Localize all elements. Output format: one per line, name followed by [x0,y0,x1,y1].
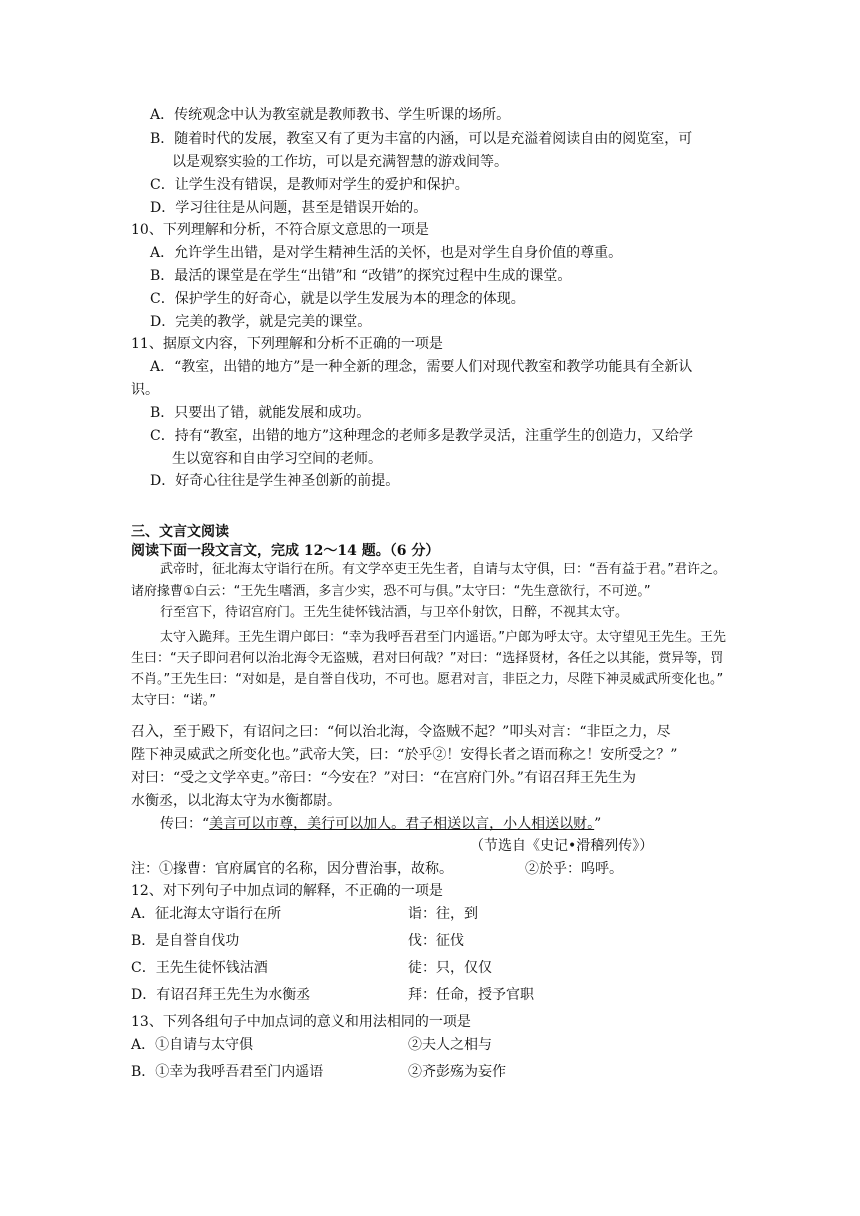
q11-option-c-line1: C．持有“教室，出错的地方”这种理念的老师多是教学灵活，注重学生的创造力，又给学 [150,428,694,444]
q13-stem: 13、下列各组句子中加点词的意义和用法相同的一项是 [131,1014,471,1030]
q13-row-a-right: ②夫人之相与 [408,1037,492,1053]
section-instruction: 阅读下面一段文言文，完成 12～14 题。（6 分） [131,543,440,559]
quote-prefix: 传曰：“ [160,816,210,832]
q12-row-b-sentence: B．是自誉自伐功 [131,933,240,949]
q10-option-c: C．保护学生的好奇心，就是以学生发展为本的理念的体现。 [150,291,525,307]
passage-para-4-line4: 太守曰：“诺。” [131,693,216,708]
q11-option-c-line2: 生以宽容和自由学习空间的老师。 [172,451,382,467]
q12-row-c-gloss: 徒：只，仅仅 [408,960,492,976]
q12-row-b-gloss: 伐：征伐 [408,933,464,949]
q10-option-b: B．最活的课堂是在学生“出错”和 “改错”的探究过程中生成的课堂。 [150,268,572,284]
passage-para-5-line4: 水衡丞，以北海太守为水衡都尉。 [131,793,341,809]
passage-para-4-line2: 生曰：“天子即问君何以治北海令无盗贼，君对曰何哉？”对曰：“选择贤材，各任之以其能，赏异等，罚 [131,651,724,666]
footnote-2: ②於乎：呜呼。 [525,861,623,877]
q13-row-a-left: A．①自请与太守俱 [131,1037,254,1053]
q11-option-a-line2: 识。 [131,382,159,398]
passage-para-4-line1: 太守入跪拜。王先生谓户郎曰：“幸为我呼吾君至门内遥语。”户郎为呼太守。太守望见王先生。王先 [160,630,726,645]
q9-option-a: A．传统观念中认为教室就是教师教书、学生听课的场所。 [150,107,511,123]
section-title: 三、文言文阅读 [131,524,229,540]
q12-row-a-sentence: A．征北海太守诣行在所 [131,906,282,922]
passage-para-4-line3: 不肖。”王先生曰：“对如是，是自誉自伐功，不可也。愿君对言，非臣之力，尽陛下神灵威武所变化也。” [131,672,724,687]
passage-quote-line [160,813,601,835]
q12-row-d-gloss: 拜：任命，授予官职 [408,987,534,1003]
passage-para-2: 诸府掾曹①白云：“王先生嗜酒，多言少实，恐不可与俱。”太守曰：“先生意欲行，不可逆。” [131,584,651,599]
q11-option-d: D．好奇心往往是学生神圣创新的前提。 [150,473,400,489]
underlined-quote: 美言可以市尊，美行可以加人。君子相送以言，小人相送以财。 [209,816,595,832]
q11-option-b: B．只要出了错，就能发展和成功。 [150,405,371,421]
q10-option-d: D．完美的教学，就是完美的课堂。 [150,314,372,330]
q9-option-c: C．让学生没有错误，是教师对学生的爱护和保护。 [150,177,469,193]
passage-para-5-line1: 召入，至于殿下，有诏问之曰：“何以治北海，令盗贼不起？”叩头对言：“非臣之力，尽 [131,724,671,740]
q12-row-a-gloss: 诣：往，到 [408,906,478,922]
q13-row-b-left: B．①幸为我呼吾君至门内遥语 [131,1064,324,1080]
passage-source: （节选自《史记•滑稽列传》） [470,838,654,854]
footnote-1: 注：①掾曹：官府属官的名称，因分曹治事，故称。 [131,861,453,877]
q9-option-b-line2: 以是观察实验的工作坊，可以是充满智慧的游戏间等。 [172,154,508,170]
q11-option-a-line1: A．“教室，出错的地方”是一种全新的理念，需要人们对现代教室和教学功能具有全新认 [150,359,693,375]
quote-suffix: ” [594,816,602,832]
passage-para-5-line3: 对曰：“受之文学卒吏。”帝曰：“今安在？”对曰：“在宫府门外。”有诏召拜王先生为 [131,770,636,786]
q9-option-d: D．学习往往是从问题，甚至是错误开始的。 [150,200,428,216]
passage-para-1: 武帝时，征北海太守诣行在所。有文学卒吏王先生者，自请与太守俱，曰：“吾有益于君。”君许之。 [160,562,726,577]
q12-row-d-sentence: D．有诏召拜王先生为水衡丞 [131,987,311,1003]
q11-stem: 11、据原文内容，下列理解和分析不正确的一项是 [131,336,443,352]
passage-para-5-line2: 陛下神灵威武之所变化也。”武帝大笑，曰：“於乎②！安得长者之语而称之！安所受之？” [131,747,678,763]
q12-row-c-sentence: C．王先生徒怀钱沽酒 [131,960,268,976]
passage-para-3: 行至宫下，待诏宫府门。王先生徒怀钱沽酒，与卫卒仆射饮，日醉，不视其太守。 [160,605,629,620]
q10-stem: 10、下列理解和分析，不符合原文意思的一项是 [131,222,429,238]
q12-stem: 12、对下列句子中加点词的解释，不正确的一项是 [131,883,443,899]
q9-option-b-line1: B．随着时代的发展，教室又有了更为丰富的内涵，可以是充溢着阅读自由的阅览室，可 [150,131,693,147]
q13-row-b-right: ②齐彭殇为妄作 [408,1064,506,1080]
q10-option-a: A．允许学生出错，是对学生精神生活的关怀，也是对学生自身价值的尊重。 [150,245,623,261]
